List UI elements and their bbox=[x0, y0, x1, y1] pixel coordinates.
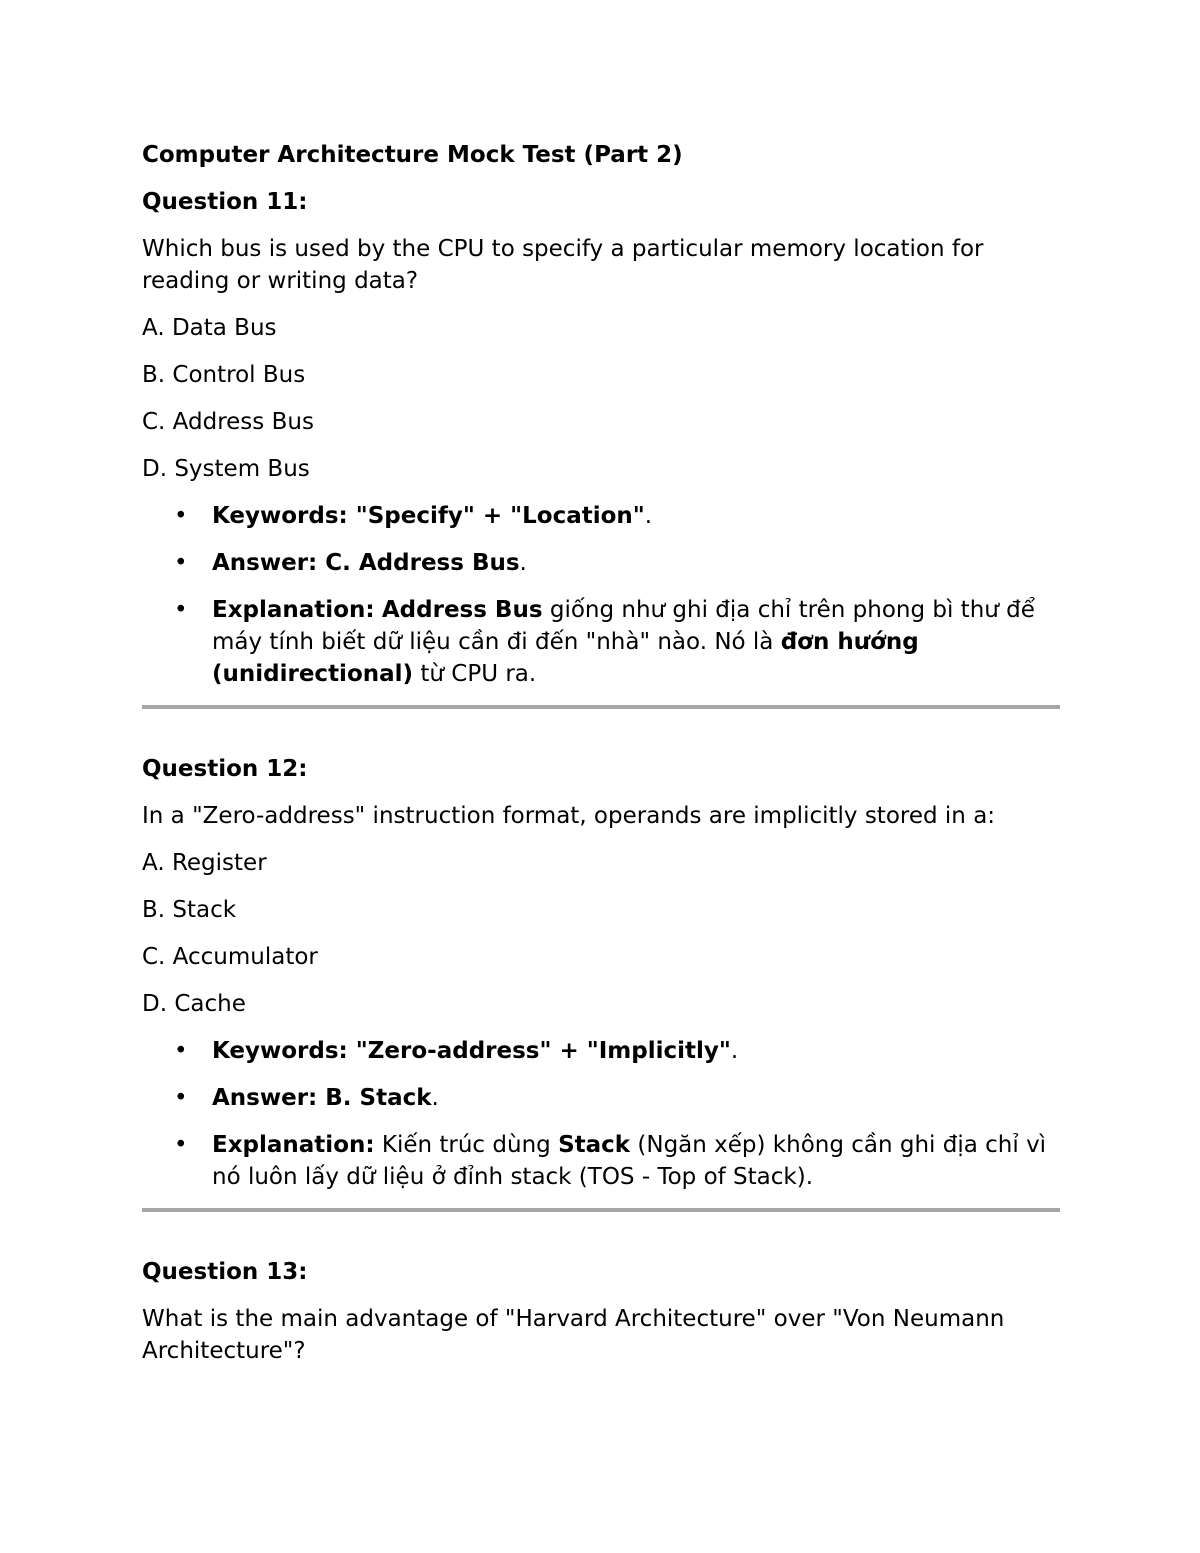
explanation-text: (Ngăn xếp) không cần ghi địa chỉ vì nó luôn lấy dữ liệu ở đỉnh stack (TOS - Top of Stack). bbox=[212, 1132, 1047, 1190]
question-heading: Question 12: bbox=[142, 756, 308, 782]
explanation-label: Explanation: bbox=[212, 1132, 375, 1158]
answer-label: Answer: B. Stack bbox=[212, 1085, 432, 1111]
explanation-note bbox=[142, 594, 1060, 690]
answer-note bbox=[142, 547, 1060, 579]
explanation-term: Stack bbox=[558, 1132, 631, 1158]
keywords-label: Keywords: "Specify" + "Location" bbox=[212, 503, 645, 529]
keywords-tail: . bbox=[730, 1038, 739, 1064]
explanation-text: giống như ghi địa chỉ trên phong bì thư để máy tính biết dữ liệu cần đi đến "nhà" nào. Nó là bbox=[212, 597, 1035, 655]
answer-label: Answer: C. Address Bus bbox=[212, 550, 520, 576]
question-13 bbox=[142, 1256, 1060, 1367]
explanation-text: từ CPU ra. bbox=[413, 661, 537, 687]
bullet-icon: • bbox=[174, 503, 188, 529]
bullet-icon: • bbox=[174, 1038, 188, 1064]
question-text: What is the main advantage of "Harvard Architecture" over "Von Neumann Architecture"? bbox=[142, 1306, 1005, 1364]
question-12 bbox=[142, 753, 1060, 1193]
option-a: A. Data Bus bbox=[142, 315, 277, 341]
explanation-note bbox=[142, 1129, 1060, 1193]
answer-tail: . bbox=[431, 1085, 439, 1111]
explanation-label: Explanation: bbox=[212, 597, 375, 623]
option-b: B. Stack bbox=[142, 897, 237, 923]
explanation-term: đơn hướng (unidirectional) bbox=[212, 629, 919, 687]
keywords-tail: . bbox=[644, 503, 653, 529]
notes-list bbox=[142, 500, 1060, 690]
document-title: Computer Architecture Mock Test (Part 2) bbox=[142, 142, 683, 168]
notes-list bbox=[142, 1035, 1060, 1193]
question-heading: Question 13: bbox=[142, 1259, 308, 1285]
option-b: B. Control Bus bbox=[142, 362, 306, 388]
bullet-icon: • bbox=[174, 550, 188, 576]
bullet-icon: • bbox=[174, 1085, 188, 1111]
question-text: Which bus is used by the CPU to specify a particular memory location for reading or writing data? bbox=[142, 236, 984, 294]
answer-note bbox=[142, 1082, 1060, 1114]
option-a: A. Register bbox=[142, 850, 267, 876]
question-11 bbox=[142, 186, 1060, 690]
option-d: D. Cache bbox=[142, 991, 246, 1017]
keywords-note bbox=[142, 500, 1060, 532]
explanation-text: Kiến trúc dùng bbox=[374, 1132, 559, 1158]
section-divider bbox=[142, 705, 1060, 709]
explanation-term: Address Bus bbox=[381, 597, 543, 623]
option-d: D. System Bus bbox=[142, 456, 310, 482]
bullet-icon: • bbox=[174, 1132, 188, 1158]
option-c: C. Address Bus bbox=[142, 409, 314, 435]
answer-tail: . bbox=[519, 550, 527, 576]
document-content bbox=[142, 139, 1060, 1382]
keywords-label: Keywords: "Zero-address" + "Implicitly" bbox=[212, 1038, 731, 1064]
question-heading: Question 11: bbox=[142, 189, 308, 215]
bullet-icon: • bbox=[174, 597, 188, 623]
section-divider bbox=[142, 1208, 1060, 1212]
question-text: In a "Zero-address" instruction format, operands are implicitly stored in a: bbox=[142, 803, 996, 829]
option-c: C. Accumulator bbox=[142, 944, 318, 970]
keywords-note bbox=[142, 1035, 1060, 1067]
